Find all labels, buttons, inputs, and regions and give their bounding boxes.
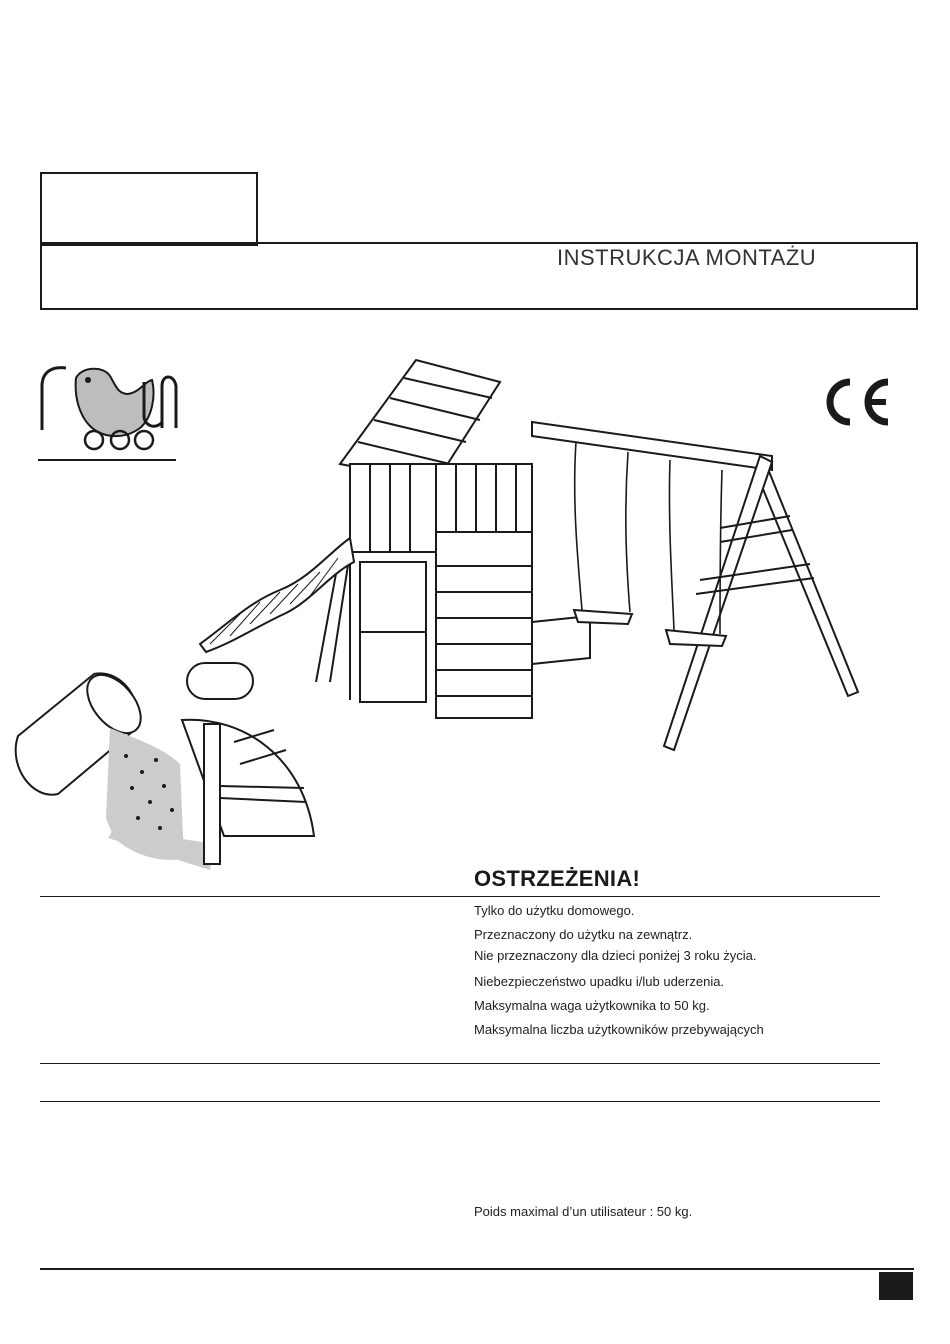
warnings-rule	[40, 896, 880, 897]
page-number-block	[879, 1272, 913, 1300]
a-frame-leg-back	[756, 464, 858, 696]
french-weight-note: Poids maximal d’un utilisateur : 50 kg.	[474, 1204, 693, 1219]
logo-letter-o2	[135, 431, 153, 449]
warning-line-1: Tylko do użytku domowego.	[474, 903, 635, 918]
header-code-box	[40, 172, 258, 246]
warnings-heading: OSTRZEŻENIA!	[474, 866, 641, 891]
warning-line-3: Nie przeznaczony dla dzieci poniżej 3 roku życia.	[474, 948, 757, 963]
footer-rule	[40, 1268, 914, 1270]
logo-letter-g	[85, 431, 103, 449]
post	[204, 724, 220, 864]
tower-upper-wall	[350, 464, 436, 552]
swing-beam	[532, 422, 772, 470]
foundation-detail-illustration	[14, 668, 320, 874]
logo-mascot-eye	[85, 377, 91, 383]
sandbox	[532, 616, 590, 664]
logo-letter-n	[162, 377, 176, 428]
warning-line-6: Maksymalna liczba użytkowników przebywających	[474, 1022, 764, 1037]
swing-chain-3	[669, 460, 674, 630]
swing-seat-1	[574, 610, 632, 624]
page-title: INSTRUKCJA MONTAŻU	[557, 245, 817, 270]
section-rule-2	[40, 1101, 880, 1102]
logo-letter-f	[42, 368, 66, 430]
warning-line-4: Niebezpieczeństwo upadku i/lub uderzenia.	[474, 974, 725, 989]
swing-chain-2	[626, 452, 630, 612]
fun-goo-logo	[36, 356, 181, 464]
swing-chain-1	[575, 442, 582, 610]
warning-line-2: Przeznaczony do użytku na zewnątrz.	[474, 927, 693, 942]
section-rule-1	[40, 1063, 880, 1064]
tower-lower-side	[436, 532, 532, 718]
swing-seat-2	[666, 630, 726, 646]
warning-line-5: Maksymalna waga użytkownika to 50 kg.	[474, 998, 710, 1013]
a-frame-leg-front	[664, 456, 772, 750]
